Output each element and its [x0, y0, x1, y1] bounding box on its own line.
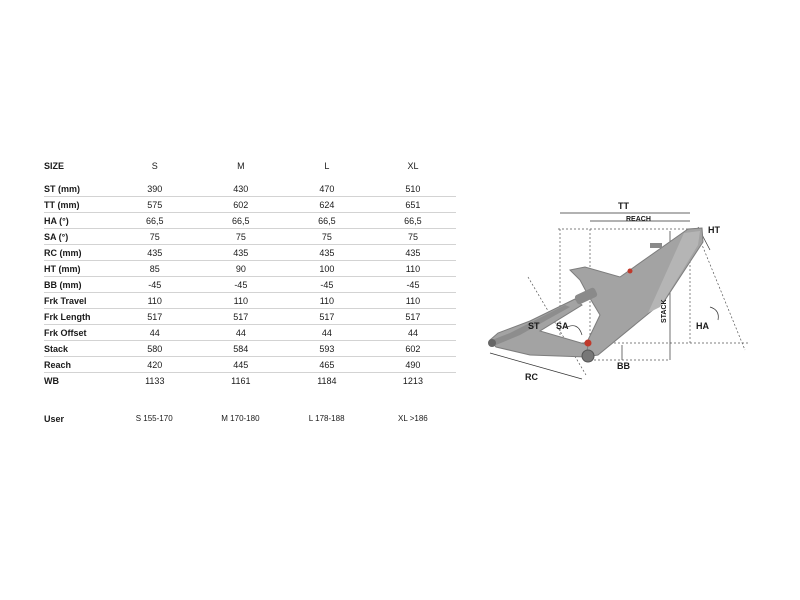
row-label: Frk Offset: [44, 325, 112, 341]
cell: 110: [370, 293, 456, 309]
cell: 85: [112, 261, 198, 277]
cell: 1184: [317, 375, 337, 386]
ha-line: [698, 235, 745, 350]
geometry-table: [44, 157, 456, 388]
cell: -45: [198, 277, 284, 293]
row-label: SA (°): [44, 229, 112, 245]
cell: -45: [112, 277, 198, 293]
cell: 66,5: [284, 213, 370, 229]
table-row: [44, 373, 456, 389]
ha-label: HA: [696, 321, 709, 331]
cell: 100: [284, 261, 370, 277]
frame-badge: [650, 243, 662, 248]
rear-axle: [488, 339, 496, 347]
cell: 517: [198, 309, 284, 325]
size-xl-header: XL: [407, 161, 419, 171]
frame-geometry-diagram: [470, 195, 770, 395]
cell: 75: [198, 229, 284, 245]
row-label: Frk Length: [44, 309, 112, 325]
size-header: SIZE: [44, 161, 65, 171]
user-label: User: [44, 414, 65, 424]
cell: 44: [198, 325, 284, 341]
sa-label: SA: [556, 321, 569, 331]
table-row: [44, 181, 456, 197]
table-row: [44, 261, 456, 277]
table-row: [44, 357, 456, 373]
cell: 435: [198, 245, 284, 261]
size-s-header: S: [151, 161, 158, 171]
cell: -45: [370, 277, 456, 293]
table-row: [44, 277, 456, 293]
cell: 580: [112, 341, 198, 357]
ht-label: HT: [708, 225, 720, 235]
table-row: [44, 245, 456, 261]
cell: 110: [370, 261, 456, 277]
row-label: BB (mm): [44, 277, 112, 293]
cell: 593: [284, 341, 370, 357]
cell: 44: [370, 325, 456, 341]
rc-label: RC: [525, 372, 538, 382]
cell: 651: [370, 197, 456, 213]
row-label: HA (°): [44, 213, 112, 229]
cell: 66,5: [198, 213, 284, 229]
cell: 602: [370, 341, 456, 357]
cell: 575: [112, 197, 198, 213]
size-l-header: L: [324, 161, 330, 171]
row-label: HT (mm): [44, 261, 112, 277]
cell: 465: [284, 357, 370, 373]
row-label: Frk Travel: [44, 293, 112, 309]
reach-label: REACH: [626, 216, 651, 223]
bb-label: BB: [617, 361, 630, 371]
cell: 430: [198, 181, 284, 197]
table-row: [44, 197, 456, 213]
bottom-bracket: [582, 350, 594, 362]
cell: 470: [284, 181, 370, 197]
cell: 44: [112, 325, 198, 341]
pivot-accent: [585, 340, 592, 347]
cell: 66,5: [370, 213, 456, 229]
row-label: Stack: [44, 341, 112, 357]
row-label: ST (mm): [44, 181, 112, 197]
user-range-s: S 155-170: [135, 414, 173, 423]
cell: 435: [112, 245, 198, 261]
size-m-header: M: [237, 161, 245, 171]
cell: 517: [370, 309, 456, 325]
table-header-row: [44, 157, 456, 175]
user-height-row: [44, 414, 456, 424]
cell: 584: [198, 341, 284, 357]
cell: 517: [112, 309, 198, 325]
linkage-accent: [628, 269, 633, 274]
cell: 517: [284, 309, 370, 325]
table-row: [44, 309, 456, 325]
cell: 490: [370, 357, 456, 373]
st-label: ST: [528, 321, 540, 331]
table-row: [44, 341, 456, 357]
cell: 44: [284, 325, 370, 341]
cell: 110: [284, 293, 370, 309]
row-label: RC (mm): [44, 245, 112, 261]
table-row: [44, 293, 456, 309]
cell: 90: [198, 261, 284, 277]
row-label: Reach: [44, 357, 112, 373]
table-row: [44, 229, 456, 245]
cell: 435: [370, 245, 456, 261]
cell: 75: [284, 229, 370, 245]
cell: 602: [198, 197, 284, 213]
row-label: TT (mm): [44, 197, 112, 213]
cell: 624: [284, 197, 370, 213]
cell: 420: [112, 357, 198, 373]
stack-label: STACK: [661, 299, 668, 323]
row-label: WB: [44, 375, 59, 386]
cell: -45: [284, 277, 370, 293]
tt-label: TT: [618, 201, 629, 211]
user-range-m: M 170-180: [221, 414, 260, 423]
cell: 1133: [145, 375, 165, 386]
user-range-xl: XL >186: [398, 414, 428, 423]
bike-frame: [488, 228, 703, 362]
cell: 75: [112, 229, 198, 245]
cell: 1161: [231, 375, 251, 386]
table-row: [44, 213, 456, 229]
ha-arc: [710, 307, 718, 320]
cell: 510: [370, 181, 456, 197]
cell: 1213: [402, 375, 423, 386]
cell: 110: [112, 293, 198, 309]
table-row: [44, 325, 456, 341]
cell: 390: [112, 181, 198, 197]
cell: 445: [198, 357, 284, 373]
cell: 110: [198, 293, 284, 309]
user-range-l: L 178-188: [308, 414, 345, 423]
cell: 435: [284, 245, 370, 261]
cell: 66,5: [112, 213, 198, 229]
cell: 75: [370, 229, 456, 245]
